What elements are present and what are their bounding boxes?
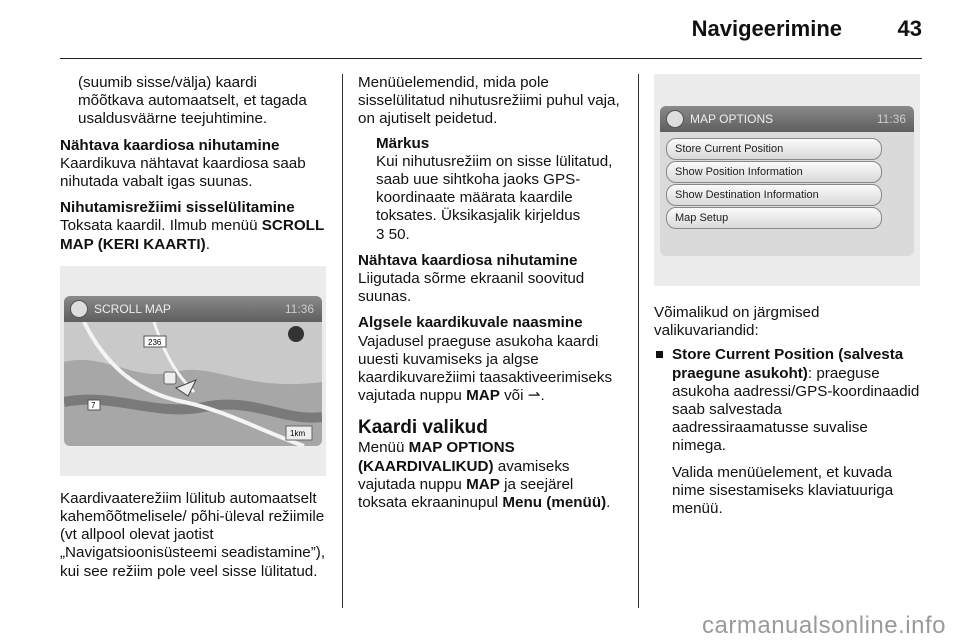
column-divider-1 [342,74,343,608]
menu-item-store-current-position[interactable]: Store Current Position [666,138,882,160]
map-options-text [358,439,624,512]
scroll-map-title: SCROLL MAP [94,301,171,316]
map-options-screen [660,106,914,256]
map-button-label: MAP [466,387,500,405]
section-text-move: Liigutada sõrme ekraanil soovitud suunas. [358,270,585,306]
bullet-square-icon [656,351,663,358]
intro-text: (suumib sisse/välja) kaardi mõõtkava automaatselt, et tagada usaldusväärne teejuhtimine. [78,74,307,128]
note-text: Kui nihutusrežiim on sisse lülitatud, saab uue sihtkoha jaoks GPS-koordinaate määrata kaardile toksates. Üksikasjalik kirjeldus [376,152,613,225]
bullet-store-position [654,346,922,518]
menu-item-show-destination-information[interactable]: Show Destination Information [666,184,882,206]
scroll-map-screenshot [60,266,326,476]
section-heading-return: Algsele kaardikuvale naasmine [358,314,583,332]
column-3 [654,74,922,518]
section-heading-move: Nähtava kaardiosa nihutamine [358,251,578,269]
map-options-pre: Menüü [358,439,409,457]
info-button-icon[interactable] [288,326,304,342]
column-1 [60,74,326,581]
bullet-text-2: Valida menüüelement, et kuvada nime sisestamiseks klaviatuuriga menüü. [672,463,894,518]
return-or: või [499,387,528,405]
section-text-return [358,333,624,406]
scroll-map-screen [64,296,322,446]
scroll-mode-end: . [205,235,210,253]
map-options-screenshot [654,74,920,286]
menu-item-show-position-information[interactable]: Show Position Information [666,161,882,183]
return-text: Vajadusel praeguse asukoha kaardi uuesti kuvamiseks ja algse kaardikuvarežiimi taasaktiveerimiseks vajutada nuppu [358,332,613,405]
road-236-text: 236 [148,337,162,347]
map-options-button: MAP [466,475,500,493]
bullet-text: : praeguse asukoha aadressi/GPS-koordinaadid saab salvestada aadressiraamatusse suvalise nimega. [672,364,920,455]
map-options-mid2: ja seejärel toksata ekraaninupul [358,475,574,512]
column-divider-2 [638,74,639,608]
scroll-map-titlebar [64,296,322,322]
section-text-scroll: Kaardikuva nähtavat kaardiosa saab nihutada vabalt igas suunas. [60,154,306,191]
back-symbol: ⇀. [527,387,545,405]
map-options-end: . [606,494,611,512]
map-options-mid: avamiseks vajutada nuppu [358,457,570,493]
bullet-heading: Store Current Position (salvesta praegune asukoht) [672,346,904,382]
section-title-map-options: Kaardi valikud [358,417,488,439]
section-heading-scroll-mode: Nihutamisrežiimi sisselülitamine [60,199,295,217]
scroll-map-clock: 11:36 [284,301,314,316]
info-icon [666,110,684,128]
map-options-titlebar [660,106,914,132]
page-number: 43 [897,16,922,41]
info-icon [70,300,88,318]
map-scale-text: 1km [290,428,306,438]
map-view[interactable] [64,322,322,446]
road-7-text: 7 [91,400,96,410]
scroll-map-menu-name: SCROLL MAP (KERI KAARTI) [60,217,324,253]
running-header-title: Navigeerimine [691,16,842,41]
header-divider [60,58,922,59]
scroll-mode-text: Toksata kaardil. Ilmub menüü [60,217,258,235]
note-heading: Märkus [376,134,430,152]
section-heading-scroll: Nähtava kaardiosa nihutamine [60,136,280,154]
note-reference: 3 50. [376,225,410,243]
menu-button-label: Menu (menüü) [502,494,607,512]
options-intro-text: Võimalikud on järgmised valikuvariandid: [654,304,820,340]
hidden-items-text: Menüüelemendid, mida pole sisselülitatud nihutusrežiimi puhul vaja, on ajutiselt peidetud. [358,74,620,128]
column-2 [358,74,624,512]
map-options-clock: 11:36 [876,112,906,126]
map-view-mode-text: Kaardivaaterežiim lülitub automaatselt kahemõõtmelisele/ põhi-üleval režiimile (vt allpool olevat jaotist „Navigatsioonisüsteemi seadistamine”), kui see režiim pole veel sisse lülitatud. [60,489,326,580]
map-options-title: MAP OPTIONS [690,112,774,126]
menu-item-map-setup[interactable]: Map Setup [666,207,882,229]
parking-icon [164,372,176,384]
watermark: carmanualsonline.info [702,612,946,639]
map-options-menu-name: MAP OPTIONS (KAARDIVALIKUD) [358,439,515,475]
section-text-scroll-mode [60,217,326,253]
